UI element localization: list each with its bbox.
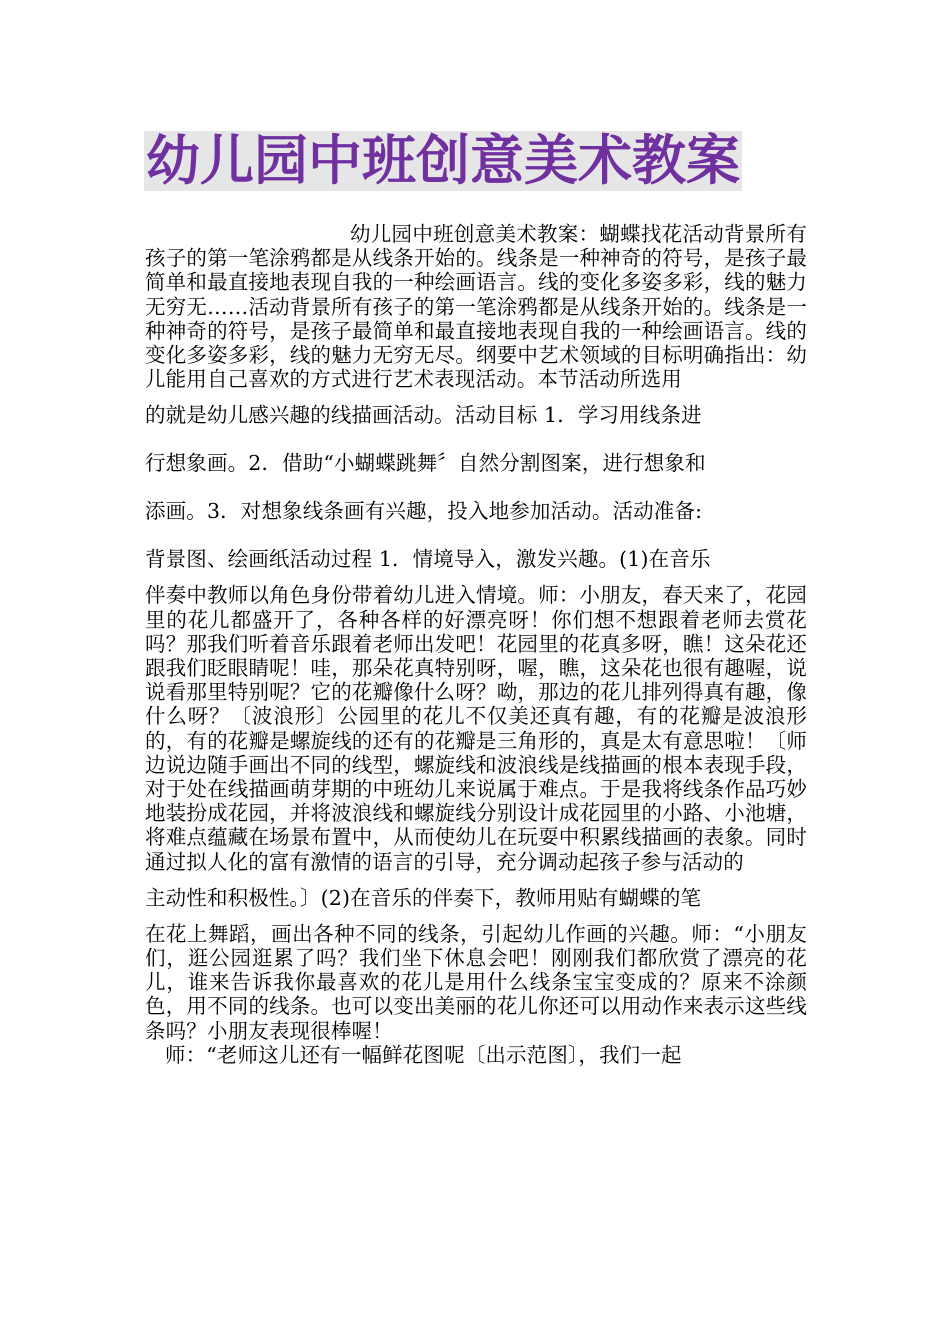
title-container bbox=[144, 131, 742, 191]
document-body bbox=[145, 222, 807, 1067]
paragraph-goals bbox=[145, 391, 807, 583]
spaced-line: 行想象画。2．借助“小蝴蝶跳舞〞自然分割图案，进行想象和 bbox=[145, 451, 706, 476]
page-title: 幼儿园中班创意美术教案 bbox=[146, 129, 740, 192]
paragraph-teacher: 师：“老师这儿还有一幅鲜花图呢〔出示范图〕，我们一起 bbox=[165, 1042, 682, 1067]
paragraph-dance: 在花上舞蹈，画出各种不同的线条，引起幼儿作画的兴趣。师：“小朋友们，逛公园逛累了吗？我们坐下休息会吧！刚刚我们都欣赏了漂亮的花儿，谁来告诉我你最喜欢的花儿是用什么线条宝宝变成的？原来不涂颜色，用不同的线条。也可以变出美丽的花儿你还可以用动作来表示这些线条吗？小朋友表现很棒喔！ bbox=[145, 921, 807, 1043]
paragraph-process: 伴奏中教师以角色身份带着幼儿进入情境。师：小朋友，春天来了，花园里的花儿都盛开了，各种各样的好漂亮呀！你们想不想跟着老师去赏花吗？那我们听着音乐跟着老师出发吧！花园里的花真多呀，瞧！这朵花还跟我们眨眼睛呢！哇，那朵花真特别呀，喔，瞧，这朵花也很有趣喔，说说看那里特别呢？它的花瓣像什么呀？呦，那边的花儿排列得真有趣，像什么呀？〔波浪形〕公园里的花儿不仅美还真有趣，有的花瓣是波浪形的，有的花瓣是螺旋线的还有的花瓣是三角形的，真是太有意思啦！〔师边说边随手画出不同的线型，螺旋线和波浪线是线描画的根本表现手段，对于处在线描画萌芽期的中班幼儿来说属于难点。于是我将线条作品巧妙地装扮成花园，并将波浪线和螺旋线分别设计成花园里的小路、小池塘，将难点蕴藏在场景布置中，从而使幼儿在玩耍中积累线描画的表象。同时通过拟人化的富有激情的语言的引导，充分调动起孩子参与活动的 bbox=[145, 583, 807, 874]
spaced-line: 背景图、绘画纸活动过程 1．情境导入，激发兴趣。(1)在音乐 bbox=[145, 547, 711, 572]
paragraph-intro: 幼儿园中班创意美术教案：蝴蝶找花活动背景所有孩子的第一笔涂鸦都是从线条开始的。线条是一种神奇的符号，是孩子最简单和最直接地表现自我的一种绘画语言。线的变化多姿多彩，线的魅力无穷无……活动背景所有孩子的第一笔涂鸦都是从线条开始的。线条是一种神奇的符号，是孩子最简单和最直接地表现自我的一种绘画语言。线的变化多姿多彩，线的魅力无穷无尽。纲要中艺术领域的目标明确指出：幼儿能用自己喜欢的方式进行艺术表现活动。本节活动所选用 bbox=[145, 222, 807, 392]
spaced-line: 的就是幼儿感兴趣的线描画活动。活动目标 1．学习用线条进 bbox=[145, 403, 702, 428]
spaced-line: 添画。3．对想象线条画有兴趣，投入地参加活动。活动准备: bbox=[145, 499, 703, 524]
paragraph-spaced-line: 主动性和积极性。〕(2)在音乐的伴奏下，教师用贴有蝴蝶的笔 bbox=[145, 885, 702, 910]
